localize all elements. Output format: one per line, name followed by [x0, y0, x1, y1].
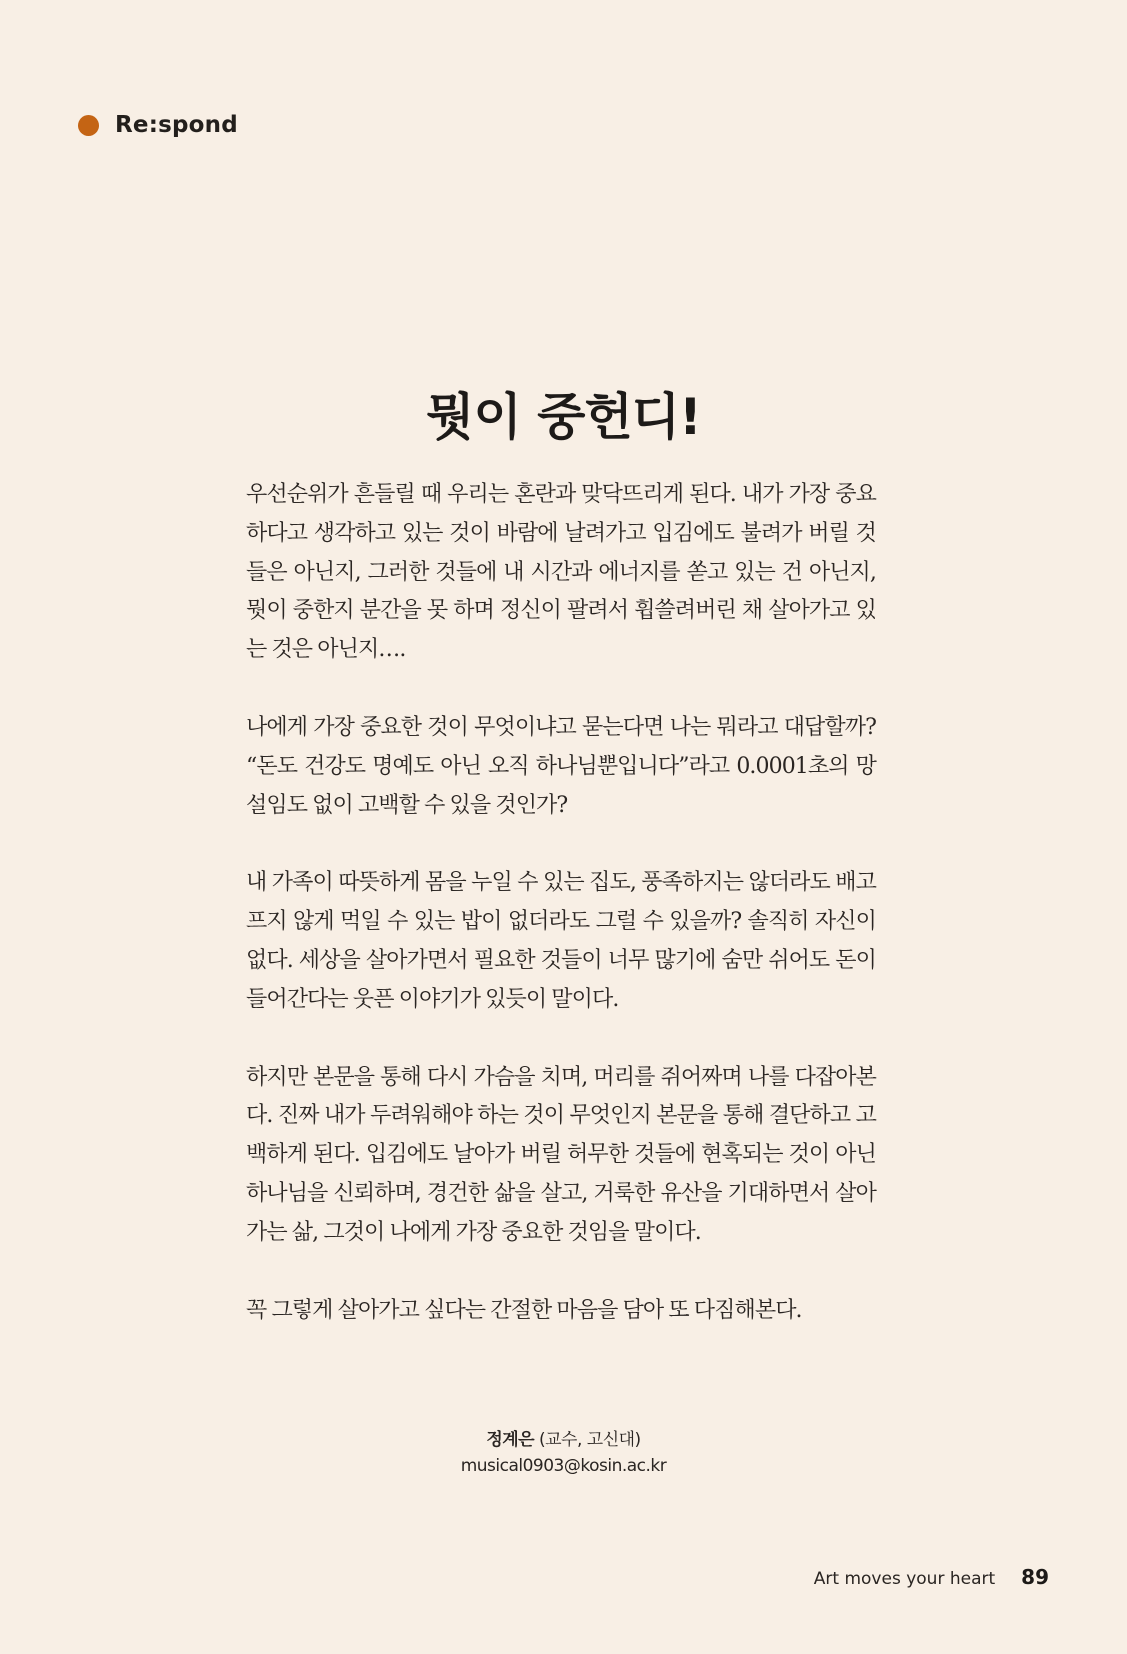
section-label: Re:spond	[115, 112, 238, 138]
paragraph-4: 하지만 본문을 통해 다시 가슴을 치며, 머리를 쥐어짜며 나를 다잡아본다. 진짜 내가 두려워해야 하는 것이 무엇인지 본문을 통해 결단하고 고백하게 된다. 입김에도 날아가 버릴 허무한 것들에 현혹되는 것이 아닌 하나님을 신뢰하며, 경건한 삶을 살고, 거룩한 유산을 기대하면서 살아가는 삶, 그것이 나에게 가장 중요한 것임을 말이다.	[246, 1064, 876, 1245]
page-footer	[814, 1565, 1049, 1589]
author-email[interactable]: musical0903@kosin.ac.kr	[460, 1456, 667, 1476]
author-name: 정계은	[486, 1430, 535, 1450]
author-line	[0, 1427, 1127, 1453]
paragraph-2: 나에게 가장 중요한 것이 무엇이냐고 묻는다면 나는 뭐라고 대답할까? “돈도 건강도 명예도 아닌 오직 하나님뿐입니다”라고 0.0001초의 망설임도 없이 고백할 수 있을 것인가?	[246, 714, 876, 818]
paragraph-1: 우선순위가 흔들릴 때 우리는 혼란과 맞닥뜨리게 된다. 내가 가장 중요하다고 생각하고 있는 것이 바람에 날려가고 입김에도 불려가 버릴 것들은 아닌지, 그러한 것들에 내 시간과 에너지를 쏟고 있는 건 아닌지, 뭣이 중한지 분간을 못 하며 정신이 팔려서 휩쓸려버린 채 살아가고 있는 것은 아닌지….	[246, 482, 876, 663]
author-affiliation: (교수, 고신대)	[539, 1430, 641, 1450]
footer-tagline: Art moves your heart	[813, 1569, 996, 1589]
article-body	[246, 476, 876, 1369]
paragraph-3: 내 가족이 따뜻하게 몸을 누일 수 있는 집도, 풍족하지는 않더라도 배고프지 않게 먹일 수 있는 밥이 없더라도 그럴 수 있을까? 솔직히 자신이 없다. 세상을 살아가면서 필요한 것들이 너무 많기에 숨만 쉬어도 돈이 들어간다는 웃픈 이야기가 있듯이 말이다.	[246, 870, 876, 1012]
section-header	[78, 112, 238, 138]
article-title: 뭣이 중헌디!	[426, 387, 701, 446]
section-dot-icon	[78, 115, 99, 136]
paragraph-5: 꼭 그렇게 살아가고 싶다는 간절한 마음을 담아 또 다짐해본다.	[246, 1297, 802, 1323]
author-block	[0, 1427, 1127, 1479]
page-number: 89	[1021, 1565, 1049, 1589]
